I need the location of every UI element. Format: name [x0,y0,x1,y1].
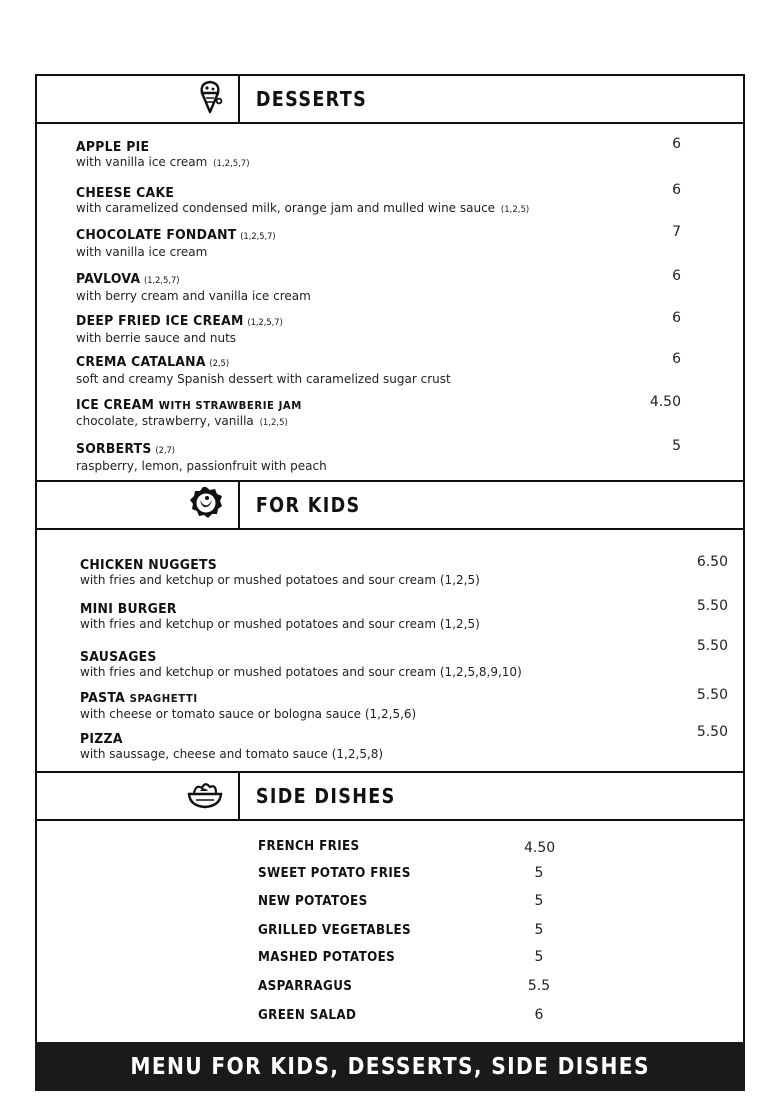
item-allergens: (2,5) [209,359,230,369]
menu-item [76,438,716,474]
item-description [76,414,716,431]
side-dish-name: GRILLED VEGETABLES [258,923,412,938]
item-name-text: SAUSAGES [80,649,157,665]
item-name [76,441,175,459]
section-title-desserts: DESSERTS [255,87,368,111]
item-price: 5.50 [696,598,728,614]
item-name-subtitle: SPAGHETTI [129,692,198,705]
ice-cream-cone-icon [196,79,224,119]
side-dish-name: SWEET POTATO FRIES [258,866,411,881]
item-description [76,201,716,218]
item-price: 4.50 [649,394,681,410]
item-description-text: with vanilla ice cream [76,155,208,169]
item-allergens: (1,2,5,7) [240,232,276,242]
menu-item [76,182,716,218]
side-dish-name: ASPARRAGUS [258,979,353,994]
side-dish-price: 5 [534,893,544,909]
item-description: with fries and ketchup or mushed potatoes and sour cream (1,2,5) [80,573,480,587]
side-dish-row [258,890,578,910]
item-name-text: SORBERTS [76,441,152,457]
item-price: 5.50 [696,687,728,703]
menu-item [80,554,728,588]
item-description: with fries and ketchup or mushed potatoes and sour cream (1,2,5,8,9,10) [80,665,522,679]
item-name-text: DEEP FRIED ICE CREAM [76,313,244,329]
item-description-text: raspberry, lemon, passionfruit with peach [76,459,327,473]
item-name [80,649,157,665]
footer-title: MENU FOR KIDS, DESSERTS, SIDE DISHES [130,1053,650,1080]
item-price: 6 [672,351,681,367]
side-dish-row [258,862,578,882]
item-name-text: CREMA CATALANA [76,354,206,370]
item-name-text: MINI BURGER [80,601,177,617]
item-name [80,731,123,747]
section-header-kids [35,480,745,530]
section-title-kids: FOR KIDS [255,493,361,517]
menu-item [80,638,728,680]
side-dish-row [258,919,578,939]
menu-item [76,351,716,387]
item-description-text: with vanilla ice cream [76,245,208,259]
item-description: with fries and ketchup or mushed potatoes and sour cream (1,2,5) [80,617,480,631]
side-dish-price: 5.5 [527,978,551,994]
side-dish-price: 5 [534,865,544,881]
kid-face-icon [188,485,224,525]
item-price: 6.50 [696,554,728,570]
item-name-text: PIZZA [80,731,123,747]
item-name-text: APPLE PIE [76,139,150,155]
item-price: 5.50 [696,638,728,654]
side-dish-row [258,1004,578,1024]
footer-banner [35,1042,745,1091]
section-header-desserts [35,74,745,124]
item-name-text: CHOCOLATE FONDANT [76,227,237,243]
menu-item [80,687,728,722]
side-dish-name: FRENCH FRIES [258,839,360,854]
item-description-allergens: (1,2,5) [259,418,288,428]
item-allergens: (2,7) [155,446,175,456]
side-dish-price: 5 [534,949,544,965]
item-name [80,557,217,573]
side-dish-name: GREEN SALAD [258,1008,357,1023]
item-name-subtitle: WITH STRAWBERIE JAM [158,399,302,412]
side-dish-row [258,835,578,855]
item-price: 6 [672,310,681,326]
item-name [76,185,174,201]
menu-item [76,310,716,346]
menu-item [80,724,728,762]
item-price: 7 [672,224,681,240]
item-price: 6 [672,182,681,198]
side-dish-price: 4.50 [524,840,556,856]
item-description [76,155,716,172]
item-description-text: soft and creamy Spanish dessert with caramelized sugar crust [76,372,451,386]
side-dish-row [258,946,578,966]
item-name-text: ICE CREAM [76,397,155,413]
item-allergens: (1,2,5,7) [247,318,283,328]
item-description [76,289,716,304]
item-name [80,690,198,707]
side-dish-row [258,975,578,995]
item-description [76,372,716,387]
section-header-sides [35,771,745,821]
item-description: with cheese or tomato sauce or bologna sauce (1,2,5,6) [80,707,417,721]
side-dish-price: 6 [534,1007,544,1023]
item-name [76,313,283,331]
item-description-text: with berrie sauce and nuts [76,331,237,345]
menu-item [76,224,716,260]
item-description-allergens: (1,2,5,7) [213,159,250,169]
section-title-sides: SIDE DISHES [255,784,396,808]
item-price: 5.50 [696,724,728,740]
side-dish-name: NEW POTATOES [258,894,368,909]
item-description: with saussage, cheese and tomato sauce (1,2,5,8) [80,747,384,761]
side-dish-name: MASHED POTATOES [258,950,396,965]
item-name [76,354,229,372]
menu-item [76,268,716,304]
menu-item [80,598,728,632]
menu-item [76,394,716,431]
item-description-text: chocolate, strawberry, vanilla [76,414,254,428]
item-allergens: (1,2,5,7) [144,276,180,286]
item-name-text: CHEESE CAKE [76,185,175,201]
item-price: 5 [672,438,681,454]
item-name [76,139,149,155]
item-price: 6 [672,268,681,284]
item-name-text: PASTA [80,690,126,706]
item-name [76,227,276,245]
item-description-allergens: (1,2,5) [500,205,530,215]
item-description-text: with caramelized condensed milk, orange jam and mulled wine sauce [76,201,496,215]
item-name-text: PAVLOVA [76,271,141,287]
item-description [76,331,716,346]
item-description [76,245,716,260]
salad-bowl-icon [186,778,224,814]
item-price: 6 [672,136,681,152]
item-name [80,601,177,617]
item-name-text: CHICKEN NUGGETS [80,557,217,573]
item-description-text: with berry cream and vanilla ice cream [76,289,311,303]
item-description [76,459,716,474]
item-name [76,271,179,289]
menu-item [76,136,716,172]
item-name [76,397,302,414]
side-dish-price: 5 [534,922,544,938]
